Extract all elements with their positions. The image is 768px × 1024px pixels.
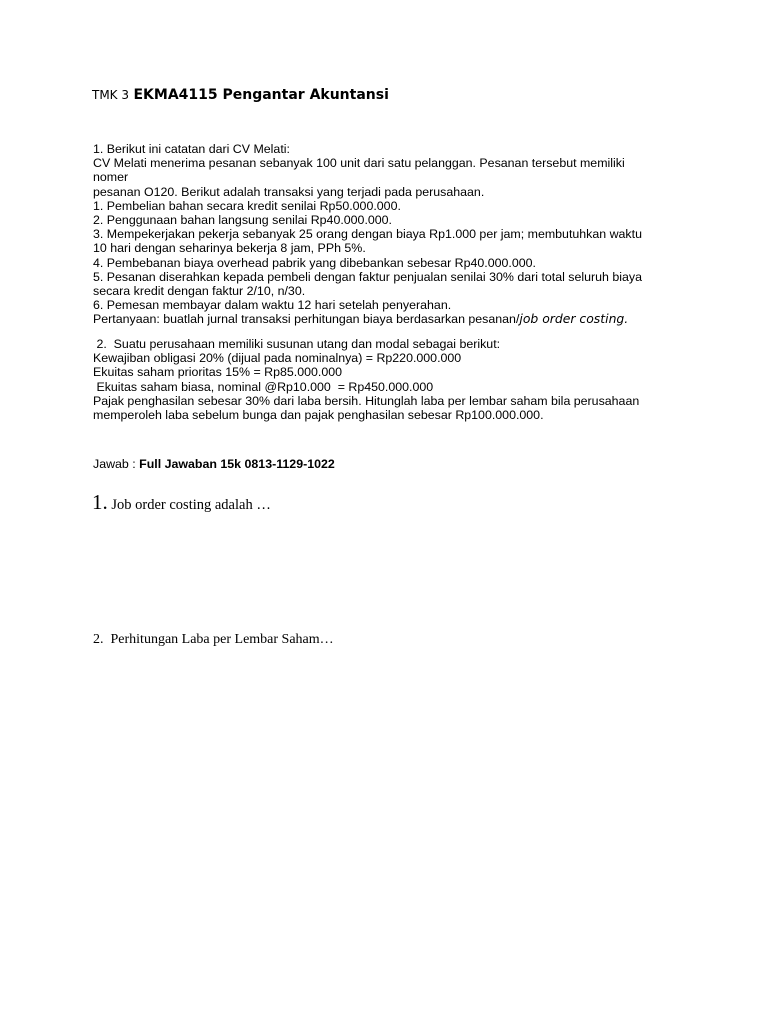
answer-label: Jawab : [93,457,140,471]
question-2-line: Ekuitas saham biasa, nominal @Rp10.000 = Rp450.000.000 [93,379,434,394]
question-1-line: 1. Pembelian bahan secara kredit senilai Rp50.000.000. [93,198,401,213]
course-title: EKMA4115 Pengantar Akuntansi [133,87,389,103]
question-2 [93,337,673,422]
question-1-line: 5. Pesanan diserahkan kepada pembeli dengan faktur penjualan senilai 30% dari total seluruh biaya [93,269,643,284]
question-1-line: CV Melati menerima pesanan sebanyak 100 unit dari satu pelanggan. Pesanan tersebut memiliki [93,156,625,171]
answer-1-heading [92,490,271,515]
answer-2-heading: 2. Perhitungan Laba per Lembar Saham… [93,632,334,647]
question-1-prompt-text: Pertanyaan: buatlah jurnal transaksi perhitungan biaya berdasarkan pesanan/ [93,312,520,327]
question-1-line: 3. Mempekerjakan pekerja sebanyak 25 orang dengan biaya Rp1.000 per jam; membutuhkan waktu [93,227,642,242]
question-2-line: 2. Suatu perusahaan memiliki susunan utang dan modal sebagai berikut: [93,337,501,351]
answer-contact-value: Full Jawaban 15k 0813-1129-1022 [139,457,335,471]
tmk-label: TMK 3 [92,88,130,102]
question-2-line: Ekuitas saham prioritas 15% = Rp85.000.000 [93,365,342,380]
question-1-line: 10 hari dengan seharinya bekerja 8 jam, PPh 5%. [93,241,366,256]
question-1-line: 4. Pembebanan biaya overhead pabrik yang dibebankan sebesar Rp40.000.000. [93,255,536,270]
question-1-line: pesanan O120. Berikut adalah transaksi yang terjadi pada perusahaan. [93,184,485,199]
answer-1-number: 1. [92,490,108,514]
question-1-prompt [93,312,673,326]
document-title [92,86,389,104]
answer-contact [93,457,335,471]
question-1-line: secara kredit dengan faktur 2/10, n/30. [93,284,306,299]
question-1 [93,142,673,327]
question-1-prompt-term: job order costing. [519,311,629,327]
question-2-line: Pajak penghasilan sebesar 30% dari laba bersih. Hitunglah laba per lembar saham bila perusahaan [93,393,640,408]
question-1-line: 6. Pemesan membayar dalam waktu 12 hari setelah penyerahan. [93,298,452,313]
question-1-line: 2. Penggunaan bahan langsung senilai Rp40.000.000. [93,213,393,228]
question-1-line: nomer [93,170,129,185]
answer-1-text: Job order costing adalah … [107,497,271,513]
question-2-line: memperoleh laba sebelum bunga dan pajak penghasilan sebesar Rp100.000.000. [93,408,544,423]
question-2-line: Kewajiban obligasi 20% (dijual pada nominalnya) = Rp220.000.000 [93,351,462,366]
question-1-line: 1. Berikut ini catatan dari CV Melati: [93,142,290,156]
